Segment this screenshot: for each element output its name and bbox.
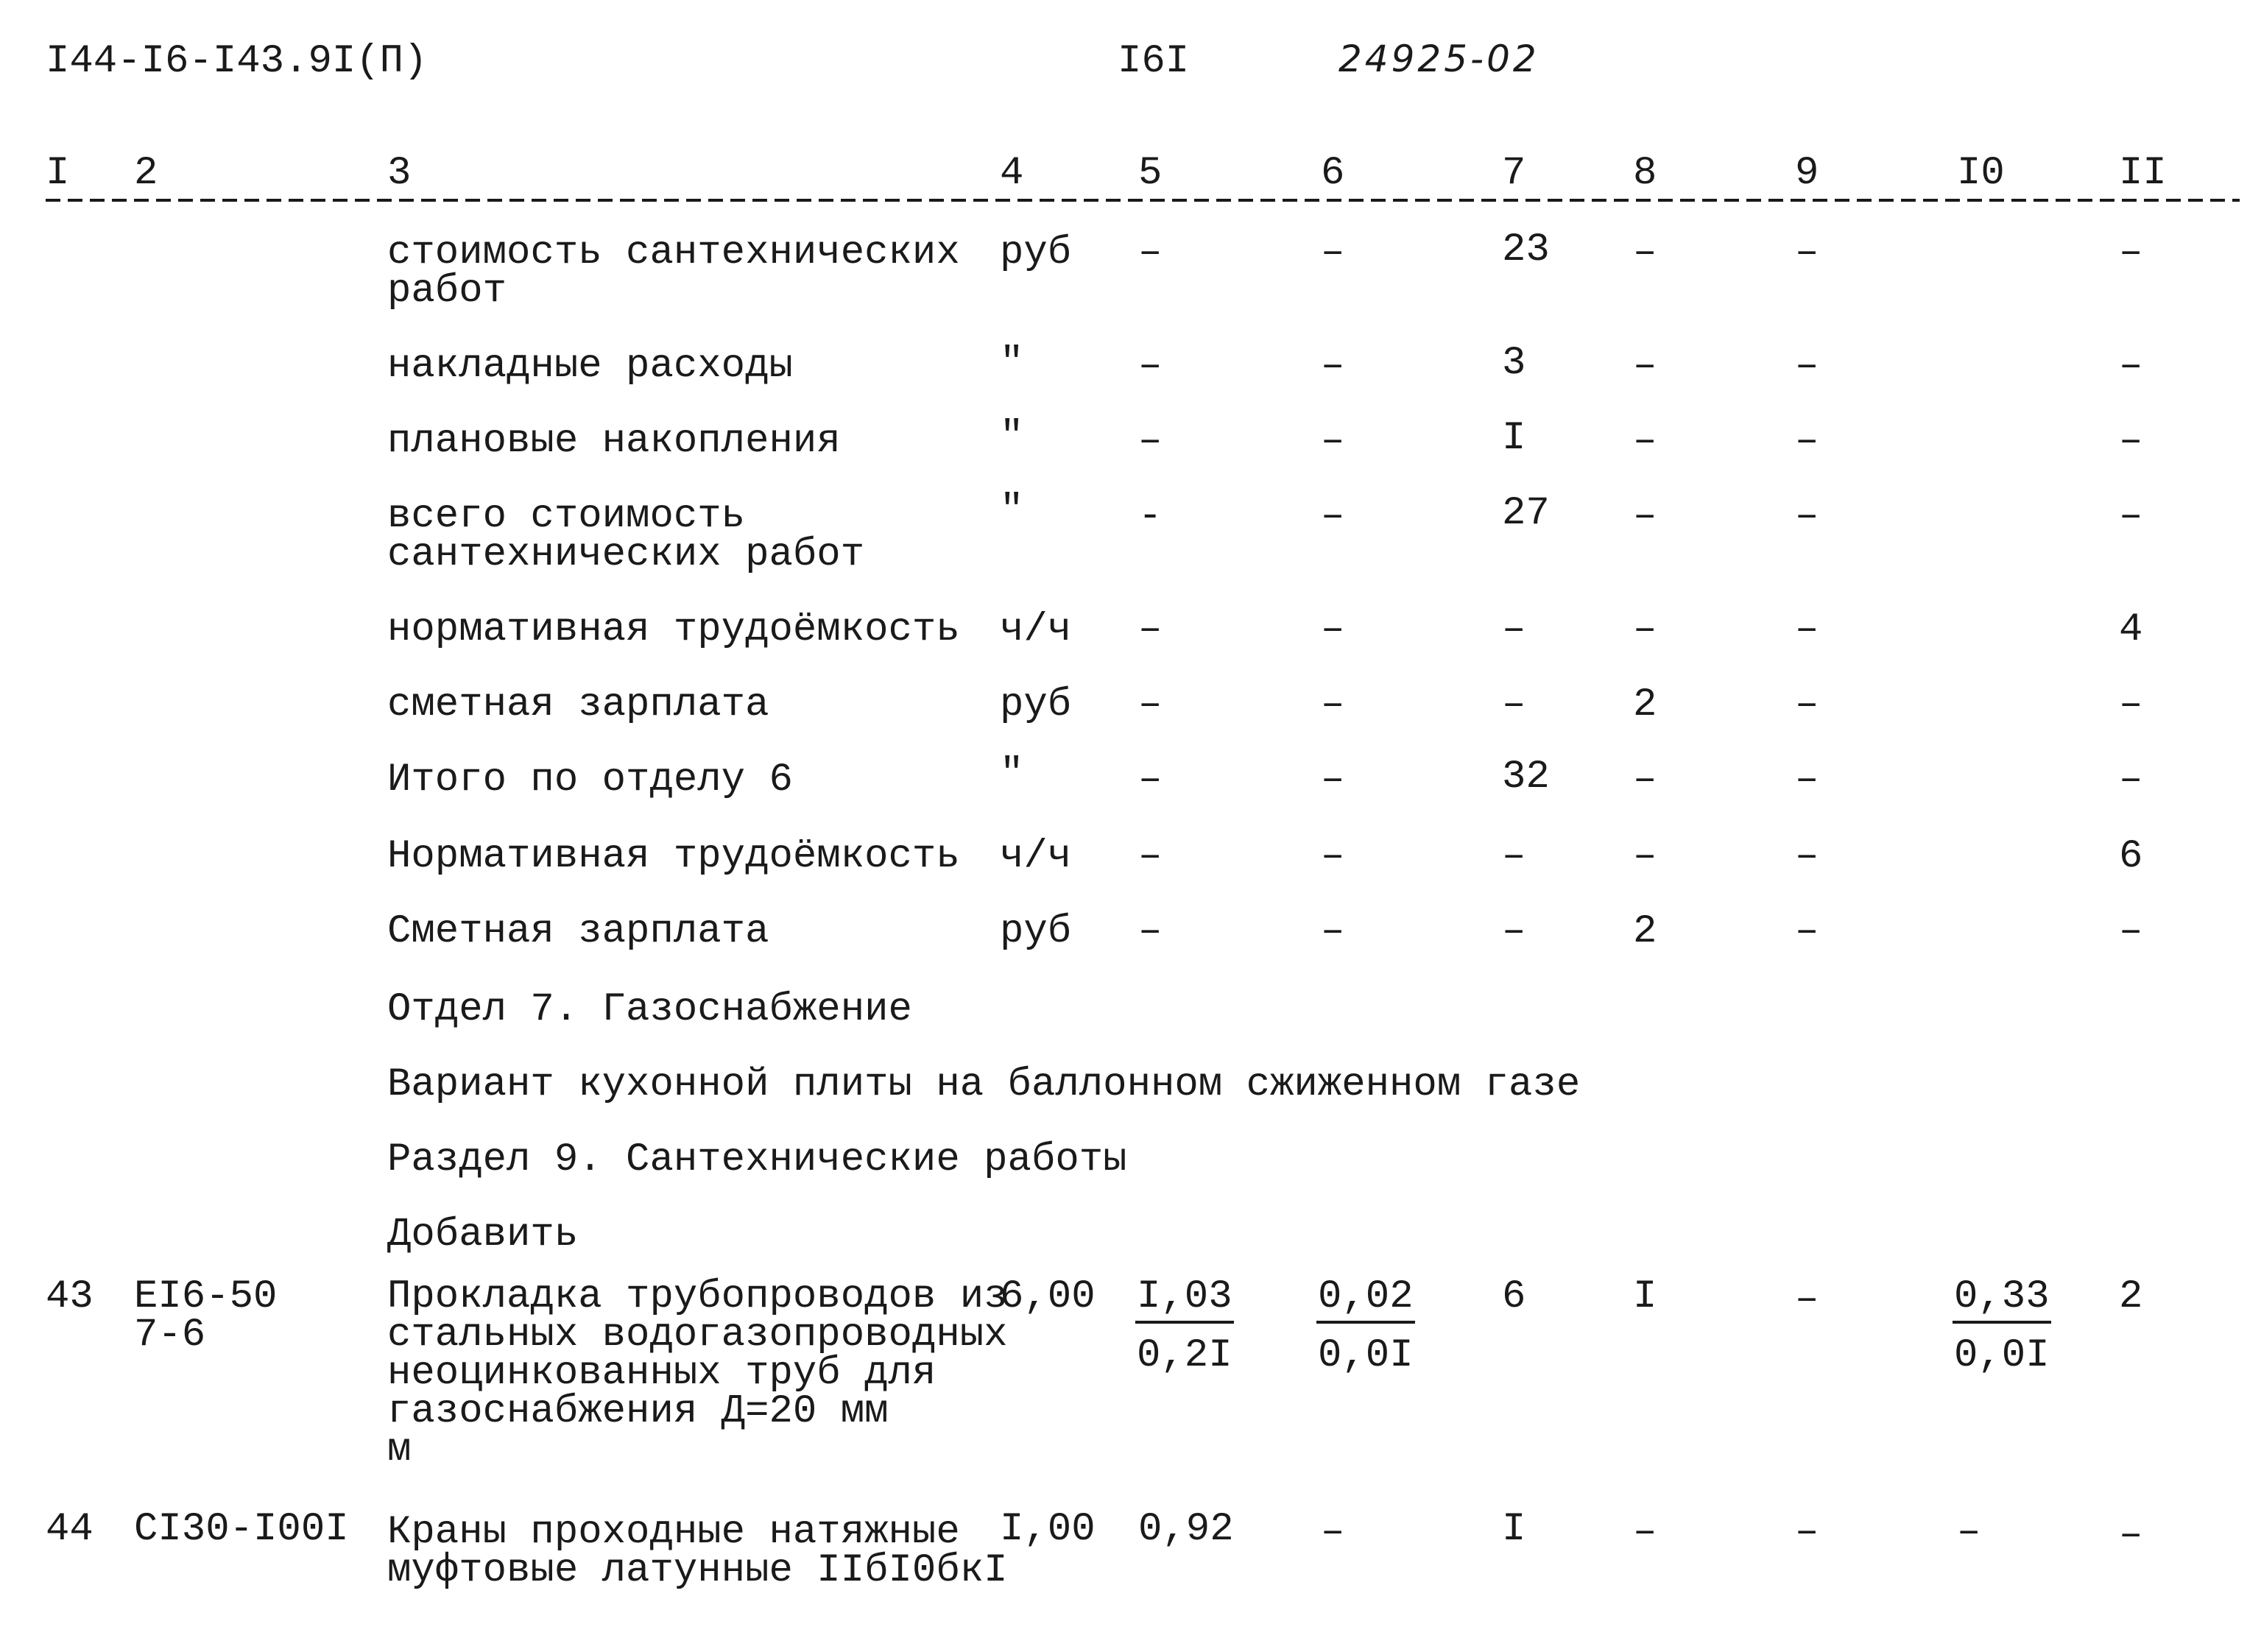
cell-col5: – [1138,607,1163,652]
cell-col5: – [1138,909,1163,954]
column-header: 5 [1138,151,1163,196]
cell-col6: – [1321,682,1345,727]
row-unit: " [1000,414,1024,459]
cell-col11: – [2119,682,2143,727]
column-header: I0 [1957,151,2005,196]
inventory-stamp-number: 24925-02 [1338,38,1539,80]
cell-col6: – [1321,230,1345,275]
cell-col11: 2 [2119,1274,2143,1319]
cell-col7: – [1502,682,1526,727]
cell-col9: – [1795,1510,1819,1555]
cell-col11: 6 [2119,834,2143,879]
item-number: 44 [46,1507,94,1552]
row-description: стоимость сантехнических работ [387,230,960,314]
cell-col8: – [1633,494,1657,539]
fraction-denominator: 0,0I [1954,1333,2050,1378]
row-description: нормативная трудоёмкость [387,607,960,652]
cell-col8: 2 [1633,682,1657,727]
cell-col7: 23 [1502,227,1550,272]
cell-col10-fraction [1953,1274,2051,1378]
column-header: II [2119,151,2167,196]
cell-col7: I [1502,416,1526,461]
cell-col9: – [1795,758,1819,802]
cell-col6: – [1321,1510,1345,1555]
cell-col7: – [1502,834,1526,879]
cell-col9: – [1795,494,1819,539]
cell-col8: 2 [1633,909,1657,954]
row-description: Сметная зарплата [387,909,769,954]
row-description: Нормативная трудоёмкость [387,834,960,879]
cell-col5: – [1138,758,1163,802]
cell-col9: – [1795,834,1819,879]
cell-col6: – [1321,494,1345,539]
cell-col8: – [1633,607,1657,652]
column-header: 6 [1321,151,1345,196]
section-heading: Отдел 7. Газоснабжение [387,987,912,1032]
column-header: I [46,151,70,196]
cell-col5: – [1138,834,1163,879]
cell-col5: – [1138,230,1163,275]
cell-col9: – [1795,682,1819,727]
cell-col11: – [2119,758,2143,802]
cell-col9: – [1795,909,1819,954]
cell-col9: – [1795,230,1819,275]
row-description: сметная зарплата [387,682,769,727]
cell-col5-fraction [1135,1274,1234,1378]
fraction-numerator: 0,33 [1953,1278,2051,1324]
row-description: накладные расходы [387,344,793,389]
section-heading: Добавить [387,1212,579,1257]
fraction-numerator: 0,02 [1316,1278,1415,1324]
cell-col8: – [1633,419,1657,464]
cell-col8: – [1633,834,1657,879]
cell-col8: – [1633,344,1657,389]
row-unit: руб [1000,909,1072,954]
document-code: I44-I6-I43.9I(П) [46,39,428,84]
cell-col11: – [2119,909,2143,954]
item-number: 43 [46,1274,94,1319]
row-unit: " [1000,752,1024,797]
section-heading: Вариант кухонной плиты на баллонном сжиженном газе [387,1062,1581,1107]
column-header: 4 [1000,151,1024,196]
item-code: EI6-50 7-6 [134,1274,278,1358]
fraction-numerator: I,03 [1135,1278,1234,1324]
cell-col6: – [1321,419,1345,464]
section-heading: Раздел 9. Сантехнические работы [387,1137,1127,1182]
cell-col11: – [2119,344,2143,389]
row-unit: руб [1000,230,1072,275]
cell-col5: – [1138,682,1163,727]
row-unit: " [1000,488,1024,533]
cell-col6: – [1321,344,1345,389]
item-code: CI30-I00I [134,1507,349,1552]
page-number: I6I [1118,39,1190,84]
cell-col7: 32 [1502,755,1550,799]
column-header: 9 [1795,151,1819,196]
row-unit: ч/ч [1000,607,1072,652]
column-header: 8 [1633,151,1657,196]
cell-col9: – [1795,419,1819,464]
header-dashed-rule [46,199,2240,202]
item-description: Краны проходные натяжные муфтовые латунные IIбI0бкI [387,1510,1008,1593]
cell-col8: I [1633,1274,1657,1319]
cell-col7: 27 [1502,491,1550,536]
cell-col5: – [1138,419,1163,464]
cell-col6: – [1321,758,1345,802]
cell-col11: – [2119,1513,2143,1558]
cell-col10: – [1957,1510,1981,1555]
row-unit: " [1000,341,1024,386]
cell-col6: – [1321,834,1345,879]
row-unit: руб [1000,682,1072,727]
cell-col8: – [1633,758,1657,802]
cell-col9: – [1795,344,1819,389]
cell-col7: – [1502,607,1526,652]
item-quantity: I,00 [1000,1507,1096,1552]
column-header: 3 [387,151,412,196]
cell-col7: 3 [1502,341,1526,386]
cell-col5: - [1138,494,1163,539]
row-description: плановые накопления [387,419,841,464]
cell-col11: – [2119,419,2143,464]
cell-col6-fraction [1316,1274,1415,1378]
row-description: всего стоимость сантехнических работ [387,494,865,577]
column-header: 2 [134,151,158,196]
fraction-denominator: 0,0I [1318,1333,1414,1378]
cell-col6: – [1321,909,1345,954]
cell-col8: – [1633,1510,1657,1555]
cell-col6: – [1321,607,1345,652]
cell-col11: – [2119,230,2143,275]
cell-col9: – [1795,607,1819,652]
cell-col8: – [1633,230,1657,275]
column-header: 7 [1502,151,1526,196]
cell-col7: I [1502,1507,1526,1552]
row-description: Итого по отделу 6 [387,758,793,802]
cell-col5: 0,92 [1138,1507,1234,1552]
cell-col5: – [1138,344,1163,389]
cell-col11: 4 [2119,607,2143,652]
cell-col7: 6 [1502,1274,1526,1319]
fraction-denominator: 0,2I [1137,1333,1232,1378]
item-quantity: 6,00 [1000,1274,1096,1319]
cell-col9: – [1795,1277,1819,1322]
cell-col11: – [2119,494,2143,539]
cell-col7: – [1502,909,1526,954]
item-description: Прокладка трубопроводов из стальных водогазопроводных неоцинкованных труб для газоснабжения Д=20 мм м [387,1274,1008,1472]
row-unit: ч/ч [1000,834,1072,879]
